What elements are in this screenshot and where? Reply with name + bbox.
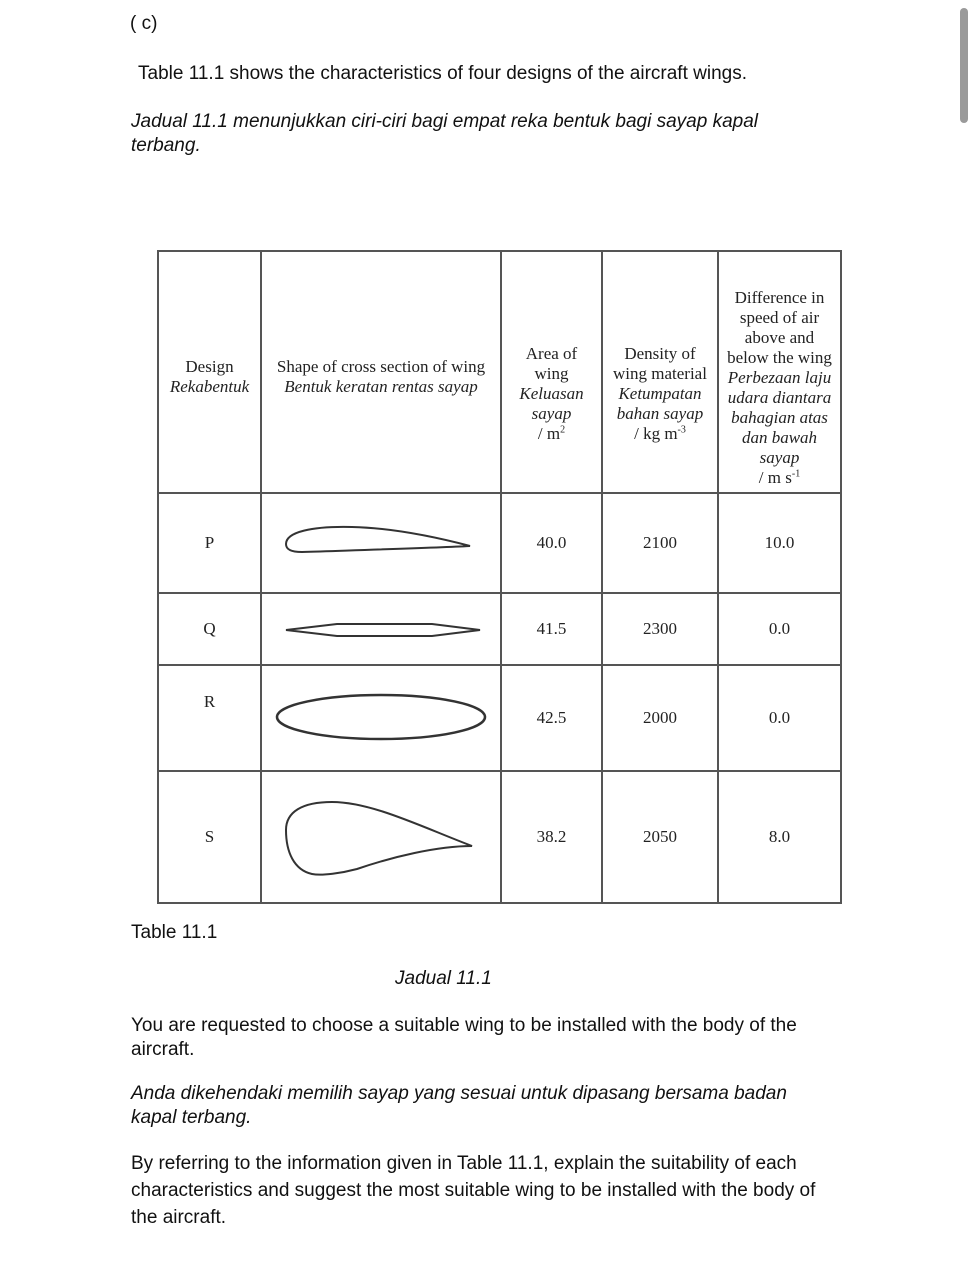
wing-shape-cell bbox=[261, 493, 501, 593]
wing-characteristics-table bbox=[157, 250, 842, 904]
wing-shape-cell bbox=[261, 771, 501, 903]
density-cell: 2300 bbox=[602, 593, 718, 665]
header-speed-difference: Difference in speed of air above and below the wing Perbezaan laju udara diantara bahagian atas dan bawah sayap / m $s^{-1}$ bbox=[718, 251, 841, 493]
header-shape: Shape of cross section of wing Bentuk keratan rentas sayap bbox=[261, 251, 501, 493]
question-malay: Anda dikehendaki memilih sayap yang sesuai untuk dipasang bersama badan kapal terbang. bbox=[131, 1083, 787, 1128]
area-cell: 41.5 bbox=[501, 593, 602, 665]
intro-malay: Jadual 11.1 menunjukkan ciri-ciri bagi empat reka bentuk bagi sayap kapal terbang. bbox=[131, 111, 759, 156]
intro-english: Table 11.1 shows the characteristics of four designs of the aircraft wings. bbox=[138, 63, 748, 84]
density-cell: 2100 bbox=[602, 493, 718, 593]
section-label: ( c) bbox=[130, 13, 158, 34]
design-cell: S bbox=[158, 771, 261, 903]
area-cell: 38.2 bbox=[501, 771, 602, 903]
table-row bbox=[158, 493, 841, 593]
table-row bbox=[158, 593, 841, 665]
thin-airfoil-shape bbox=[262, 494, 500, 592]
ellipse-shape bbox=[262, 666, 500, 770]
task-english: By referring to the information given in Table 11.1, explain the suitability of each characteristics and suggest the most suitable wing to be installed with the body of the aircraft. bbox=[131, 1153, 816, 1228]
scrollbar[interactable] bbox=[960, 8, 968, 123]
area-cell: 40.0 bbox=[501, 493, 602, 593]
header-density: Density of wing material Ketumpatan bahan sayap / kg $m^{-3}$ bbox=[602, 251, 718, 493]
speed-difference-cell: 0.0 bbox=[718, 593, 841, 665]
speed-difference-cell: 0.0 bbox=[718, 665, 841, 771]
table-row bbox=[158, 771, 841, 903]
question-english: You are requested to choose a suitable wing to be installed with the body of the aircraft. bbox=[131, 1015, 797, 1060]
table-caption-english: Table 11.1 bbox=[131, 922, 218, 943]
header-area: Area of wing Keluasan sayap / $m^2$ bbox=[501, 251, 602, 493]
header-design: Design Rekabentuk bbox=[158, 251, 261, 493]
thick-airfoil-shape bbox=[262, 772, 500, 902]
table-header-row bbox=[158, 251, 841, 493]
design-cell: R bbox=[158, 665, 261, 771]
wing-shape-cell bbox=[261, 665, 501, 771]
design-cell: Q bbox=[158, 593, 261, 665]
area-cell: 42.5 bbox=[501, 665, 602, 771]
flat-symmetric-shape bbox=[262, 594, 500, 664]
table-caption-malay: Jadual 11.1 bbox=[395, 968, 492, 989]
design-cell: P bbox=[158, 493, 261, 593]
density-cell: 2050 bbox=[602, 771, 718, 903]
speed-difference-cell: 8.0 bbox=[718, 771, 841, 903]
density-cell: 2000 bbox=[602, 665, 718, 771]
table-row bbox=[158, 665, 841, 771]
wing-shape-cell bbox=[261, 593, 501, 665]
speed-difference-cell: 10.0 bbox=[718, 493, 841, 593]
